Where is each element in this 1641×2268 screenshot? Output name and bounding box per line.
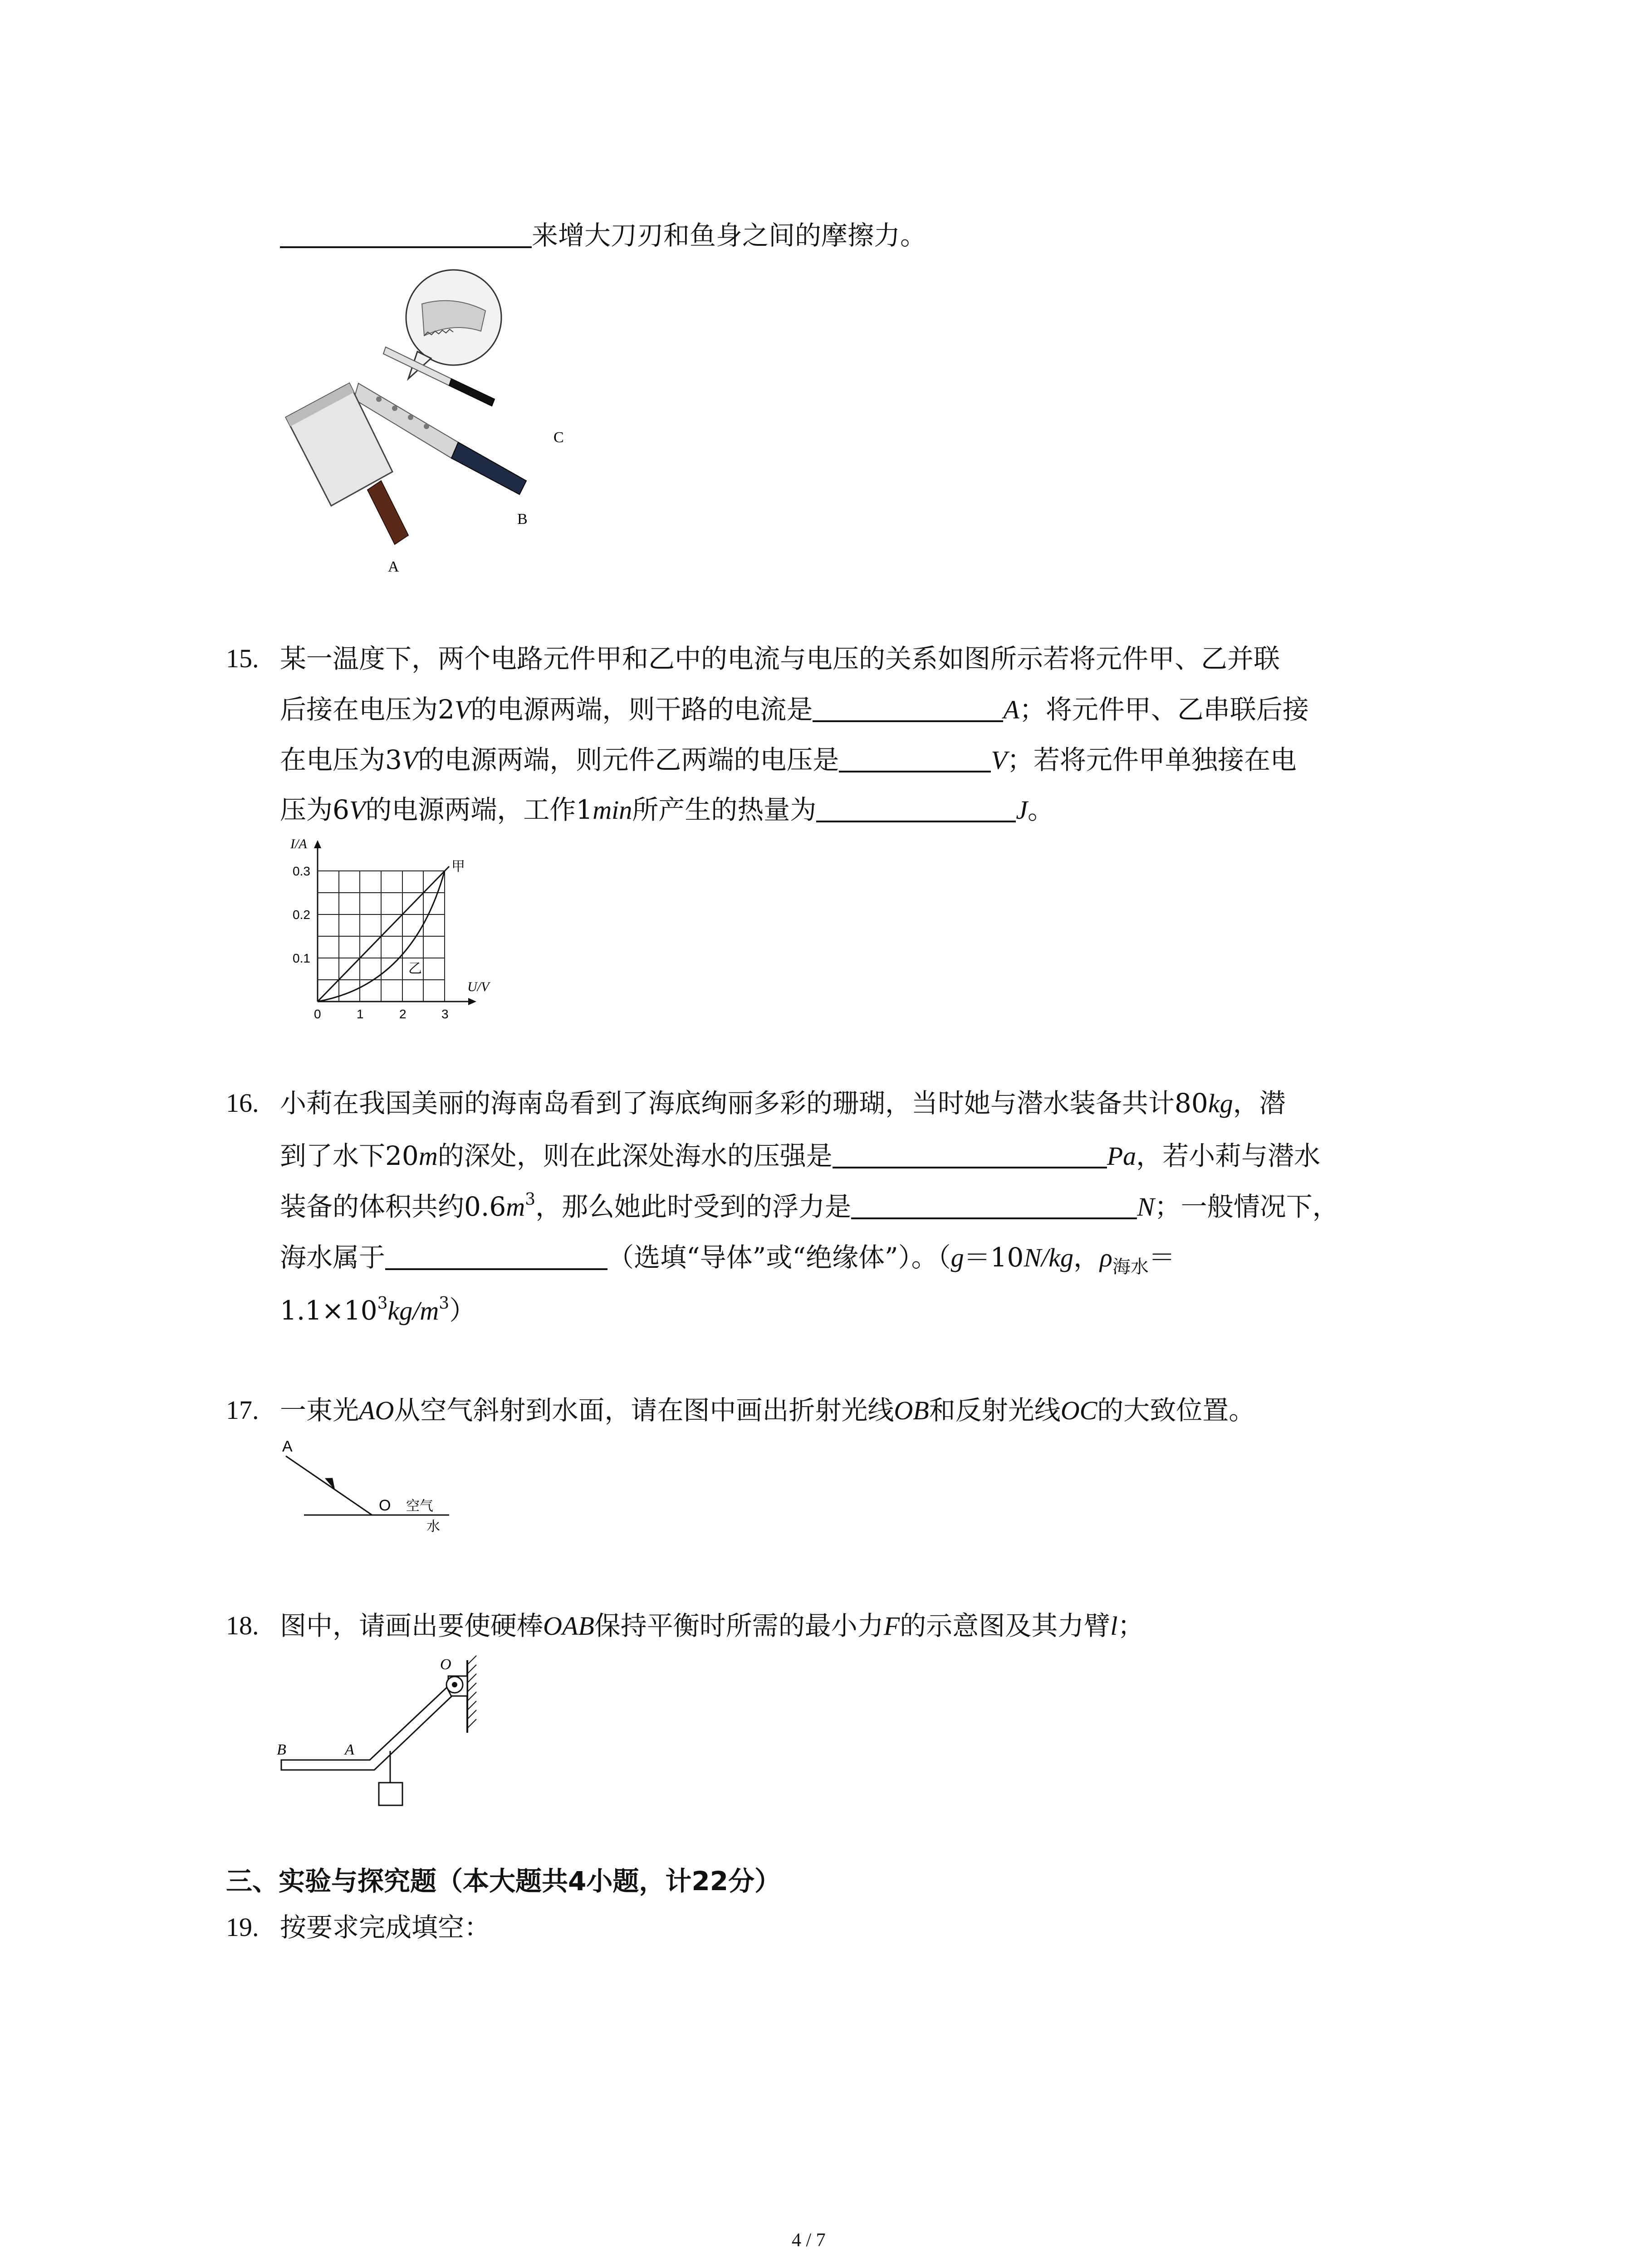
q15-number: 15. [226,644,259,673]
iv-y-tick: 0.2 [293,908,310,922]
q15-l2-unit2: A [1003,695,1019,724]
q15-l3-unit: V [402,745,418,775]
iv-y-tick: 0.3 [293,864,310,878]
iv-graph [277,835,513,1025]
q15-line1-text: 某一温度下，两个电路元件甲和乙中的电流与电压的关系如图所示若将元件甲、乙并联 [280,643,1280,674]
knife-b-label: B [517,511,528,528]
q15-l4a: 压为 [280,794,333,825]
q18-a: 图中，请画出要使硬棒 [280,1610,544,1641]
answer-blank[interactable] [813,695,1003,722]
q15-l2-val: 2 [438,694,455,725]
q15-l4-unit3: min [593,795,632,825]
answer-blank[interactable] [280,221,532,248]
q15-l3c: ；若将元件甲单独接在电 [1007,744,1297,775]
light-figure [277,1433,458,1551]
q17-c: 和反射光线 [929,1395,1061,1426]
answer-blank[interactable] [851,1192,1137,1219]
q15-l4-unit4: J [1016,795,1028,825]
q15-l4-val: 6 [333,794,349,825]
q19-number: 19. [226,1912,259,1942]
answer-blank[interactable] [385,1243,607,1270]
q16-l4-eq: ＝10 [964,1242,1024,1273]
knife-c-label: C [554,429,564,446]
q15-line3 [280,745,1297,773]
iv-y-label: I/A [290,836,307,851]
q16-l4a: 海水属于 [280,1242,386,1273]
q17-oc: OC [1060,1396,1097,1425]
q16-l3-unit: m [506,1192,525,1222]
q16-l5a: 1.1×10 [280,1295,377,1326]
knife-a-label: A [388,558,399,575]
q18-line [280,1610,1144,1641]
q16-l4-rho: ρ [1100,1243,1112,1272]
q14-tail-line [280,221,926,249]
q16-line1 [280,1090,1286,1117]
q15-l4c: 所产生的热量为 [632,794,817,825]
q19-line [280,1914,490,1941]
knives-figure [272,268,563,585]
light-label-water: 水 [426,1519,440,1535]
q15-l4-end: 。 [1028,794,1054,825]
q16-l3a: 装备的体积共约 [280,1191,465,1222]
q16-l5-unit: kg/m [387,1296,439,1325]
q16-l4-eq2: ＝ [1148,1242,1175,1273]
q15-l4-val2: 1 [576,794,593,825]
q16-l4b: （选填“导体”或“绝缘体”）。（ [607,1242,951,1273]
q17-a: 一束光 [280,1395,359,1426]
q16-l2b: 的深处，则在此深处海水的压强是 [437,1140,833,1171]
answer-blank[interactable] [839,745,991,772]
light-label-a: A [282,1438,293,1455]
q15-line2 [280,695,1309,723]
q16-l5-exp: 3 [377,1294,388,1313]
q16-l5-end: ） [449,1295,476,1326]
q16-l1b: ，潜 [1233,1088,1286,1119]
q16-l2-unit: m [418,1141,438,1171]
q18-oab: OAB [543,1611,594,1641]
q16-l2c: ，若小莉与潜水 [1136,1140,1321,1171]
light-label-o: O [379,1497,391,1514]
q16-l4-g: g [950,1243,964,1272]
q16-l2-unit2: Pa [1107,1141,1136,1171]
q16-l3-val: 0.6 [464,1191,506,1222]
q19-text: 按要求完成填空： [280,1912,491,1943]
iv-x-tick: 2 [399,1007,407,1021]
q16-l5-exp2: 3 [439,1294,450,1313]
lever-figure [277,1651,495,1814]
q17-ao: AO [359,1396,394,1425]
q18-l: l [1110,1611,1118,1641]
q18-d: ； [1117,1610,1144,1641]
iv-x-tick: 1 [357,1007,364,1021]
iv-x-tick: 0 [314,1007,321,1021]
q16-number: 16. [226,1088,259,1118]
iv-x-label: U/V [467,979,490,994]
q16-l1-val: 80 [1175,1088,1208,1119]
q16-l3-unit2: N [1137,1192,1155,1222]
page-number: 4 / 7 [792,2230,826,2251]
q16-l3c: ；一般情况下， [1154,1191,1339,1222]
q14-tail-text: 来增大刀刃和鱼身之间的摩擦力。 [532,220,927,251]
q15-l4b: 的电源两端，工作 [365,794,576,825]
q15-l2-unit: V [454,695,471,724]
q15-l3-unit2: V [991,745,1007,775]
q17-b: 从空气斜射到水面，请在图中画出折射光线 [394,1395,894,1426]
q16-l3b: ，那么她此时受到的浮力是 [535,1191,852,1222]
q18-f: F [883,1611,900,1641]
q15-l3b: 的电源两端，则元件乙两端的电压是 [418,744,839,775]
iv-y-tick: 0.1 [293,951,310,965]
iv-x-tick: 3 [441,1007,449,1021]
q17-d: 的大致位置。 [1097,1395,1255,1426]
q17-number: 17. [226,1395,259,1425]
q16-l4-sep: ， [1073,1242,1100,1273]
q16-l3-exp: 3 [525,1190,536,1209]
q15-l2b: 的电源两端，则干路的电流是 [470,694,813,725]
q15-l2c: ；将元件甲、乙串联后接 [1019,694,1309,725]
q18-number: 18. [226,1611,259,1640]
q17-line [280,1397,1255,1424]
q16-line5 [280,1294,476,1326]
answer-blank[interactable] [816,795,1016,822]
answer-blank[interactable] [833,1141,1107,1168]
q16-l1a: 小莉在我国美丽的海南岛看到了海底绚丽多彩的珊瑚，当时她与潜水装备共计 [280,1088,1175,1119]
q18-b: 保持平衡时所需的最小力 [594,1610,884,1641]
lever-label-a: A [345,1741,354,1758]
iv-label-jia: 甲 [451,859,465,875]
q15-l4-unit: V [349,795,366,825]
q15-line4 [280,795,1054,823]
light-label-air: 空气 [406,1498,433,1514]
lever-label-b: B [277,1741,286,1758]
lever-label-o: O [440,1656,451,1673]
section-3-heading: 三、实验与探究题（本大题共4小题，计22分） [226,1866,781,1897]
q18-c: 的示意图及其力臂 [900,1610,1111,1641]
q15-line1 [280,645,1280,672]
q16-line4 [280,1242,1175,1277]
q16-l1-unit: kg [1208,1089,1233,1118]
q16-l2-val: 20 [385,1140,419,1171]
q16-line2 [280,1141,1320,1169]
q17-ob: OB [894,1396,929,1425]
q15-l3-val: 3 [385,744,402,775]
q15-l3a: 在电压为 [280,744,386,775]
iv-label-yi: 乙 [408,961,422,977]
q16-l4-unit: N/kg [1024,1243,1073,1272]
q15-l2a: 后接在电压为 [280,694,438,725]
q16-l2a: 到了水下 [280,1140,386,1171]
q16-l4-sub: 海水 [1112,1256,1149,1277]
q16-line3 [280,1192,1339,1220]
